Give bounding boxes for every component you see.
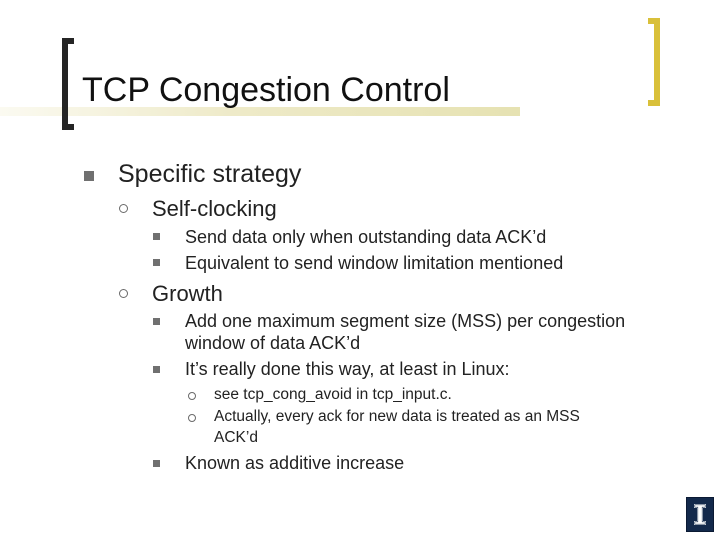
square-bullet-icon — [153, 318, 160, 325]
square-bullet-icon — [153, 259, 160, 266]
square-bullet-icon — [153, 233, 160, 240]
bullet-see-tcp-cong-avoid: see tcp_cong_avoid in tcp_input.c. — [214, 386, 452, 403]
block-i-glyph-icon — [687, 498, 713, 531]
bullet-add-mss-line-2: window of data ACK’d — [185, 333, 361, 353]
right-bracket-decoration — [648, 18, 660, 106]
bullet-actually-line-1: Actually, every ack for new data is treated as an MSS — [214, 408, 580, 425]
left-bracket-decoration — [62, 38, 74, 130]
bullet-growth: Growth — [152, 281, 223, 306]
bullet-self-clocking: Self-clocking — [152, 196, 277, 221]
square-bullet-icon — [153, 460, 160, 467]
bullet-additive-increase: Known as additive increase — [185, 453, 405, 473]
ring-bullet-icon — [188, 414, 196, 422]
bullet-actually-line-2: ACK’d — [214, 429, 258, 446]
bullet-send-data: Send data only when outstanding data ACK’d — [185, 227, 547, 247]
slide-title: TCP Congestion Control — [82, 71, 450, 109]
bullet-linux: It’s really done this way, at least in Linux: — [185, 359, 510, 379]
ring-bullet-icon — [119, 289, 128, 298]
bullet-add-mss-line-1: Add one maximum segment size (MSS) per congestion — [185, 311, 626, 331]
university-of-illinois-block-i-icon — [686, 497, 714, 532]
bullet-specific-strategy: Specific strategy — [118, 160, 302, 188]
ring-bullet-icon — [119, 204, 128, 213]
ring-bullet-icon — [188, 392, 196, 400]
square-bullet-icon — [153, 366, 160, 373]
bullet-equivalent-window: Equivalent to send window limitation mentioned — [185, 253, 564, 273]
square-bullet-icon — [84, 171, 94, 181]
